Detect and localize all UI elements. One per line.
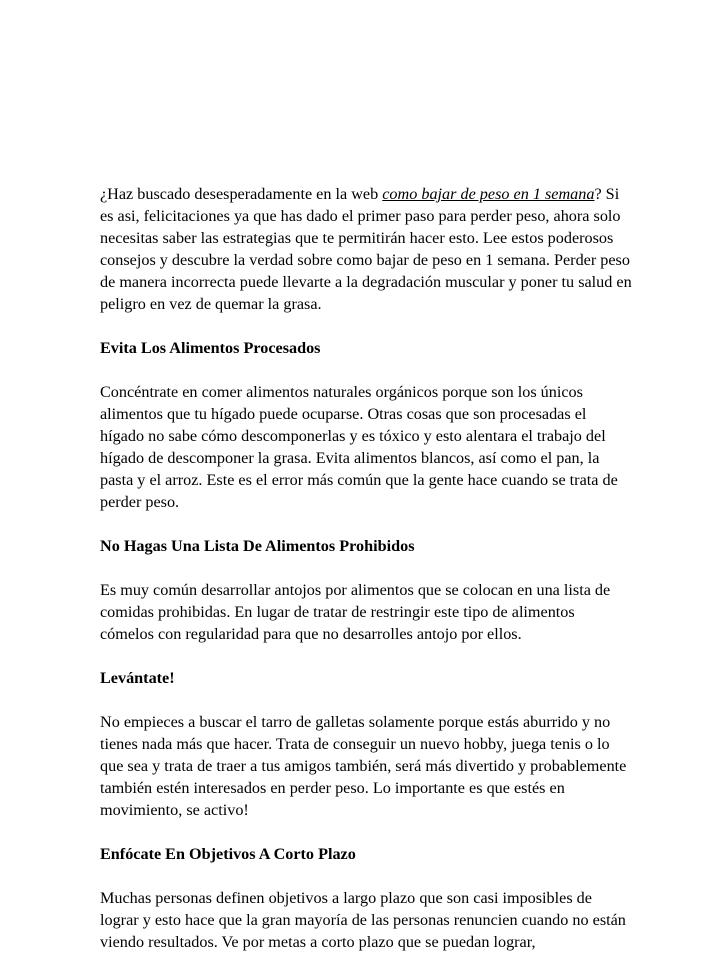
document-body: [100, 183, 632, 975]
section-body-forbidden-list: Es muy común desarrollar antojos por alimentos que se colocan en una lista de comidas prohibidas. En lugar de tratar de restringir este tipo de alimentos cómelos con regularidad para que no desarrolles antojo por ellos.: [100, 581, 611, 643]
section-heading-forbidden-list: No Hagas Una Lista De Alimentos Prohibidos: [100, 537, 415, 555]
intro-paragraph: [100, 183, 632, 315]
section-heading-get-up: Levántate!: [100, 669, 175, 687]
intro-text-after-link: ? Si es asi, felicitaciones ya que has dado el primer paso para perder peso, ahora solo necesitas saber las estrategias que te permitirán hacer esto. Lee estos poderosos consejos y descubre la verdad sobre como bajar de peso en 1 semana. Perder peso de manera incorrecta puede llevarte a la degradación muscular y poner tu salud en peligro en vez de quemar la grasa.: [100, 185, 632, 313]
section-heading-processed-foods: Evita Los Alimentos Procesados: [100, 339, 321, 357]
section-body-short-term-goals: Muchas personas definen objetivos a largo plazo que son casi imposibles de lograr y esto hace que la gran mayoría de las personas renuncien cuando no están viendo resultados. Ve por metas a corto plazo que se puedan lograr,: [100, 889, 626, 951]
weight-loss-link[interactable]: como bajar de peso en 1 semana: [382, 185, 595, 203]
section-heading-short-term-goals: Enfócate En Objetivos A Corto Plazo: [100, 845, 356, 863]
intro-text-before-link: ¿Haz buscado desesperadamente en la web: [100, 185, 383, 203]
section-body-processed-foods: Concéntrate en comer alimentos naturales orgánicos porque son los únicos alimentos que tu hígado puede ocuparse. Otras cosas que son procesadas el hígado no sabe cómo descomponerlas y es tóxico y esto alentara el trabajo del hígado de descomponer la grasa. Evita alimentos blancos, así como el pan, la pasta y el arroz. Este es el error más común que la gente hace cuando se trata de perder peso.: [100, 383, 618, 511]
section-body-get-up: No empieces a buscar el tarro de galletas solamente porque estás aburrido y no tienes nada más que hacer. Trata de conseguir un nuevo hobby, juega tenis o lo que sea y trata de traer a tus amigos también, será más divertido y probablemente también estén interesados en perder peso. Lo importante es que estés en movimiento, se activo!: [100, 713, 627, 819]
